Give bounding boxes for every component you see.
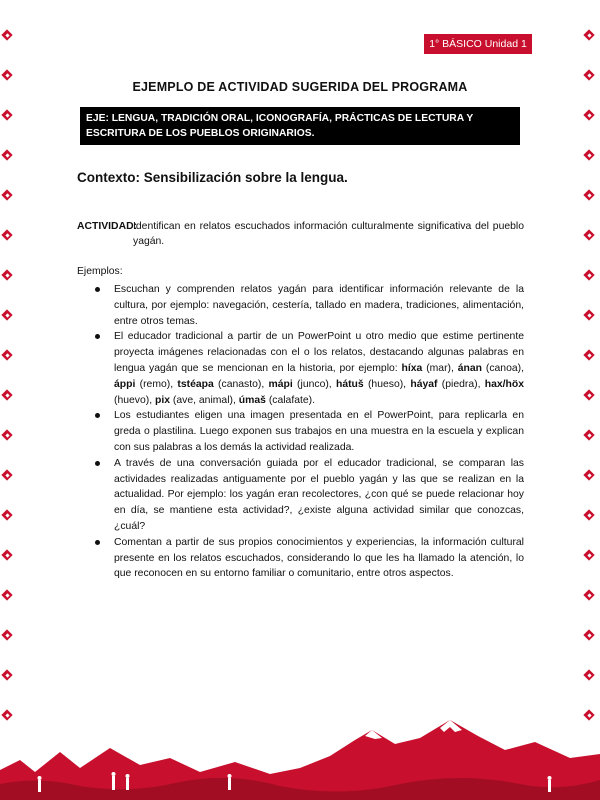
yagan-word: áppi <box>114 378 136 390</box>
yagan-word: hax/höx <box>484 378 524 390</box>
yagan-word: hátuš <box>335 378 364 390</box>
diamond-ornament-icon <box>2 630 12 640</box>
diamond-ornament-icon <box>2 310 12 320</box>
diamond-ornament-icon <box>2 270 12 280</box>
diamond-ornament-icon <box>584 430 594 440</box>
page-title: EJEMPLO DE ACTIVIDAD SUGERIDA DEL PROGRAMA <box>132 80 468 94</box>
bullet-icon <box>95 461 100 466</box>
list-item: El educador tradicional a partir de un PowerPoint u otro medio que estime pertinente proyecta imágenes relacionadas con el o los relatos, destacando algunas palabras en lengua yagán que se mencionan en la historia, por ejemplo: híxa (mar), ánan (canoa), áppi (remo), tstéapa (canasto), mápi (junco), hátuš (hueso), háyaf (piedra), hax/höx (huevo), pix (ave, animal), úmaš (calafate). <box>93 329 524 408</box>
context-heading: Contexto: Sensibilización sobre la lengua. <box>77 170 348 185</box>
examples-label: Ejemplos: <box>77 266 123 277</box>
diamond-ornament-icon <box>584 150 594 160</box>
diamond-ornament-icon <box>584 470 594 480</box>
list-item: Comentan a partir de sus propios conocimientos y experiencias, la información cultural presente en los relatos escuchados, considerando lo que les ha llamado la atención, lo que reconocen en su entorno familiar o comunitario, entre otros aspectos. <box>93 535 524 582</box>
yagan-word: tstéapa <box>177 378 214 390</box>
diamond-ornament-icon <box>2 150 12 160</box>
activity-label: ACTIVIDAD: <box>77 221 138 232</box>
diamond-ornament-icon <box>584 30 594 40</box>
diamond-ornament-icon <box>2 390 12 400</box>
yagan-word: híxa <box>401 362 423 374</box>
diamond-ornament-icon <box>2 510 12 520</box>
diamond-ornament-icon <box>584 110 594 120</box>
diamond-ornament-icon <box>584 190 594 200</box>
bullet-icon <box>95 540 100 545</box>
left-ornament-border <box>0 30 14 720</box>
diamond-ornament-icon <box>584 390 594 400</box>
diamond-ornament-icon <box>2 550 12 560</box>
diamond-ornament-icon <box>584 590 594 600</box>
list-item: A través de una conversación guiada por el educador tradicional, se comparan las actividades realizadas antiguamente por el pueblo yagán y las que se realizan en la actualidad. Por ejemplo: los yagán eran recolectores, ¿con qué se puede relacionar hoy en día, se mantiene esta actividad?, ¿existe alguna actividad similar que conozcas, ¿cuál? <box>93 456 524 535</box>
diamond-ornament-icon <box>584 70 594 80</box>
diamond-ornament-icon <box>2 430 12 440</box>
diamond-ornament-icon <box>2 590 12 600</box>
diamond-ornament-icon <box>584 550 594 560</box>
diamond-ornament-icon <box>584 630 594 640</box>
diamond-ornament-icon <box>2 470 12 480</box>
diamond-ornament-icon <box>584 230 594 240</box>
activity-block <box>77 219 524 249</box>
examples-list <box>93 282 524 582</box>
yagan-word: ánan <box>457 362 483 374</box>
bullet-icon <box>95 287 100 292</box>
yagan-word: háyaf <box>410 378 438 390</box>
diamond-ornament-icon <box>2 670 12 680</box>
list-item: Los estudiantes eligen una imagen presentada en el PowerPoint, para replicarla en greda o plastilina. Luego exponen sus trabajos en una muestra en la escuela y explican con sus palabras a los demás la actividad realizada. <box>93 408 524 455</box>
yagan-word: pix <box>155 394 171 406</box>
diamond-ornament-icon <box>584 350 594 360</box>
grade-unit-badge: 1° BÁSICO Unidad 1 <box>424 34 532 54</box>
diamond-ornament-icon <box>584 670 594 680</box>
diamond-ornament-icon <box>584 510 594 520</box>
diamond-ornament-icon <box>2 30 12 40</box>
diamond-ornament-icon <box>2 110 12 120</box>
bullet-icon <box>95 413 100 418</box>
diamond-ornament-icon <box>2 350 12 360</box>
diamond-ornament-icon <box>584 270 594 280</box>
bullet-icon <box>95 334 100 339</box>
activity-text: Identifican en relatos escuchados información culturalmente significativa del pueblo yagán. <box>133 221 524 247</box>
diamond-ornament-icon <box>2 190 12 200</box>
diamond-ornament-icon <box>584 310 594 320</box>
axis-banner: EJE: LENGUA, TRADICIÓN ORAL, ICONOGRAFÍA, PRÁCTICAS DE LECTURA Y ESCRITURA DE LOS PUEBLOS ORIGINARIOS. <box>80 107 520 145</box>
birds <box>300 731 334 741</box>
diamond-ornament-icon <box>2 70 12 80</box>
list-item: Escuchan y comprenden relatos yagán para identificar información relevante de la cultura, por ejemplo: navegación, cestería, tallado en madera, tradiciones, alimentación, entre otros temas. <box>93 282 524 329</box>
yagan-word: mápi <box>268 378 293 390</box>
yagan-word: úmaš <box>238 394 266 406</box>
diamond-ornament-icon <box>2 230 12 240</box>
right-ornament-border <box>582 30 596 720</box>
landscape-illustration <box>0 710 600 800</box>
